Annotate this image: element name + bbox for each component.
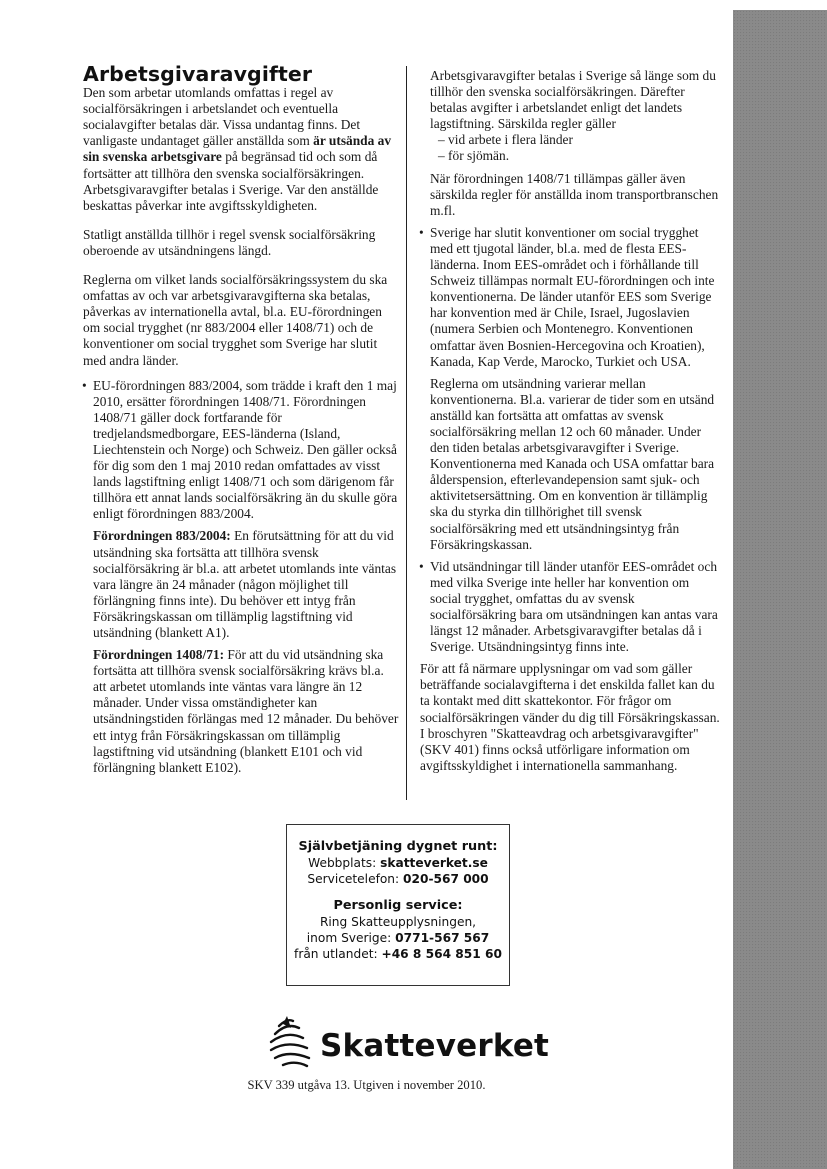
bullet-list-left — [83, 378, 399, 776]
service-phone-label: Servicetelefon: — [307, 872, 404, 887]
service-phone-line — [287, 871, 509, 887]
abroad-phone-label: från utlandet: — [294, 947, 382, 962]
abroad-phone-number: +46 8 564 851 60 — [381, 947, 502, 962]
regulation-1408-text: För att du vid utsändning ska fortsätta att tillhöra svensk socialförsäkring krävs bl.a. att arbetet utomlands inte väntas vara längre än 12 månader. Under vissa omständigheter kan utsändningstiden förlängas med 12 månader. Du behöver ett intyg från Försäkringskassan om tillämplig lagstiftning vid utsändning (blankett E101 och vid förlängning blankett E102). — [93, 647, 399, 775]
closing-paragraph: För att få närmare upplysningar om vad som gäller beträffande socialavgifterna i det enskilda fallet kan du ta kontakt med ditt skattekontor. För frågor om socialförsäkringen vänder du dig till Försäkringskassan. I broschyren "Skatteavdrag och arbetsgivaravgifter" (SKV 401) finns också utförligare information om avgiftsskyldighet i internationella sammanhang. — [420, 661, 720, 773]
logo-wordmark: Skatteverket — [320, 1028, 550, 1064]
domestic-phone-line — [287, 930, 509, 946]
call-instruction: Ring Skatteupplysningen, — [319, 914, 477, 929]
intro-text-end: på begränsad tid och som då fortsätter att tillhöra den svenska socialförsäkringen. Arbetsgivaravgifter betalas i Sverige. Var den anställde beskattas påverkar inte avgiftsskyldigheten. — [83, 149, 379, 213]
regulation-883-label: Förordningen 883/2004: — [93, 528, 231, 544]
regulation-1408-label: Förordningen 1408/71: — [93, 647, 225, 663]
bullet-list-right — [420, 225, 720, 655]
regulation-1408-paragraph — [93, 647, 399, 776]
page-title: Arbetsgivaravgifter — [83, 62, 313, 86]
special-rules-list — [430, 132, 720, 164]
conventions-detail-paragraph: Reglerna om utsändning varierar mellan konventionerna. Bl.a. varierar de tider som en utsänd anställd kan fortsätta att omfattas av svensk socialförsäkring mellan 12 och 60 månader. Under den tiden betalas arbetsgivaravgifter i Sverige. Konventionerna med Kanada och USA omfattar bara ålderspension, efterlevandepension samt sjuk- och aktivitetsersättning. Om en konvention är tillämplig ska du styrka din tillhörighet till svensk socialförsäkring med ett utsändningsintyg från Försäkringskassan. — [430, 375, 715, 552]
abroad-phone-line — [287, 946, 509, 962]
domestic-phone-label: inom Sverige: — [306, 931, 396, 946]
regulation-883-text: En förutsättning för att du vid utsändning ska fortsätta att tillhöra svensk socialförsäkring är bl.a. att arbetet utomlands inte väntas vara längre än 24 månader (någon möjlighet till förlängning finns inte). Du behöver ett intyg från Försäkringskassan om tillämplig lagstiftning vid utsändning (blankett A1). — [93, 528, 397, 640]
intro-emphasis: är utsända av sin svenska arbetsgivare — [83, 133, 392, 165]
dash-item-multiple-countries: – vid arbete i flera länder — [438, 132, 720, 148]
transport-note: När förordningen 1408/71 tillämpas gäller även särskilda regler för anställda inom transportbranschen m.fl. — [430, 170, 719, 218]
intro-text-start: Den som arbetar utomlands omfattas i regel av socialförsäkringen i arbetslandet och eventuella socialavgifter betalas där. Vissa undantag finns. Det vanligaste undantaget gäller anställda som — [83, 85, 361, 149]
bullet-non-ees: • Vid utsändningar till länder utanför EES-området och med vilka Sverige inte heller har konvention om social trygghet, omfattas du av svensk socialförsäkring bara om utsändningen kan antas vara längst 12 månader. Arbetsgivaravgifter betalas då i Sverige. Utsändningsintyg finns inte. — [420, 559, 720, 656]
column-divider — [406, 66, 407, 800]
right-column — [420, 68, 720, 774]
bullet-conventions — [420, 225, 720, 553]
bullet-conventions-text: Sverige har slutit konventioner om social trygghet med ett tjugotal länder, bl.a. med de flesta EES-länderna. Inom EES-området och i förhållande till Schweiz tillämpas normalt EU-förordningen och inte konventionerna. De länder utanför EES som Sverige har konvention med är Chile, Israel, Jugoslavien (numera Serbien och Montenegro. Konventionen omfattar även Bosnien-Hercegovina och Kroatien), Kanada, Kap Verde, Marocko, Turkiet och USA. — [430, 224, 715, 369]
bullet-eu-text: EU-förordningen 883/2004, som trädde i kraft den 1 maj 2010, ersätter förordningen 1408/71. Förordningen 1408/71 gäller dock fortfarande för tredjelandsmedborgare, EES-länderna (Island, Liechtenstein och Norge) och Schweiz. Den gäller också för dig som den 1 maj 2010 redan omfattades av visst lands lagstiftning enligt 1408/71 och som därigenom får tillhöra ett annat lands socialförsäkring än du skulle göra enligt förordningen 883/2004. — [93, 377, 398, 522]
website-label: Webbplats: — [308, 856, 381, 871]
continuation-block — [420, 68, 720, 219]
website-line — [287, 855, 509, 871]
scan-edge-strip — [733, 10, 827, 1169]
service-info-box — [286, 824, 510, 986]
domestic-phone-number: 0771-567 567 — [395, 931, 490, 946]
personal-service-title: Personlig service: — [333, 897, 463, 913]
state-employees-paragraph: Statligt anställda tillhör i regel svensk socialförsäkring oberoende av utsändningens längd. — [83, 226, 376, 258]
left-column — [83, 64, 399, 776]
dash-item-seafarers: – för sjömän. — [438, 148, 720, 164]
service-phone-number: 020-567 000 — [403, 872, 489, 887]
intro-paragraph — [83, 85, 399, 214]
regulation-883-paragraph — [93, 528, 399, 641]
rules-paragraph: Reglerna om vilket lands socialförsäkringssystem du ska omfattas av och var arbetsgivaravgifterna ska betalas, påverkas av internationella avtal, bl.a. EU-förordningen om social trygghet (nr 883/2004 eller 1408/71) och de konventioner om social trygghet som Sverige har slutit med andra länder. — [83, 272, 388, 368]
bullet-eu-regulation — [83, 378, 399, 776]
website-link[interactable]: skatteverket.se — [380, 856, 488, 871]
publication-footer: SKV 339 utgåva 13. Utgiven i november 2010. — [247, 1078, 486, 1092]
self-service-title: Självbetjäning dygnet runt: — [298, 839, 498, 854]
continuation-paragraph: Arbetsgivaravgifter betalas i Sverige så länge som du tillhör den svenska socialförsäkringen. Därefter betalas avgifter i arbetslandet enligt det landets lagstiftning. Särskilda regler gäller — [430, 68, 716, 132]
